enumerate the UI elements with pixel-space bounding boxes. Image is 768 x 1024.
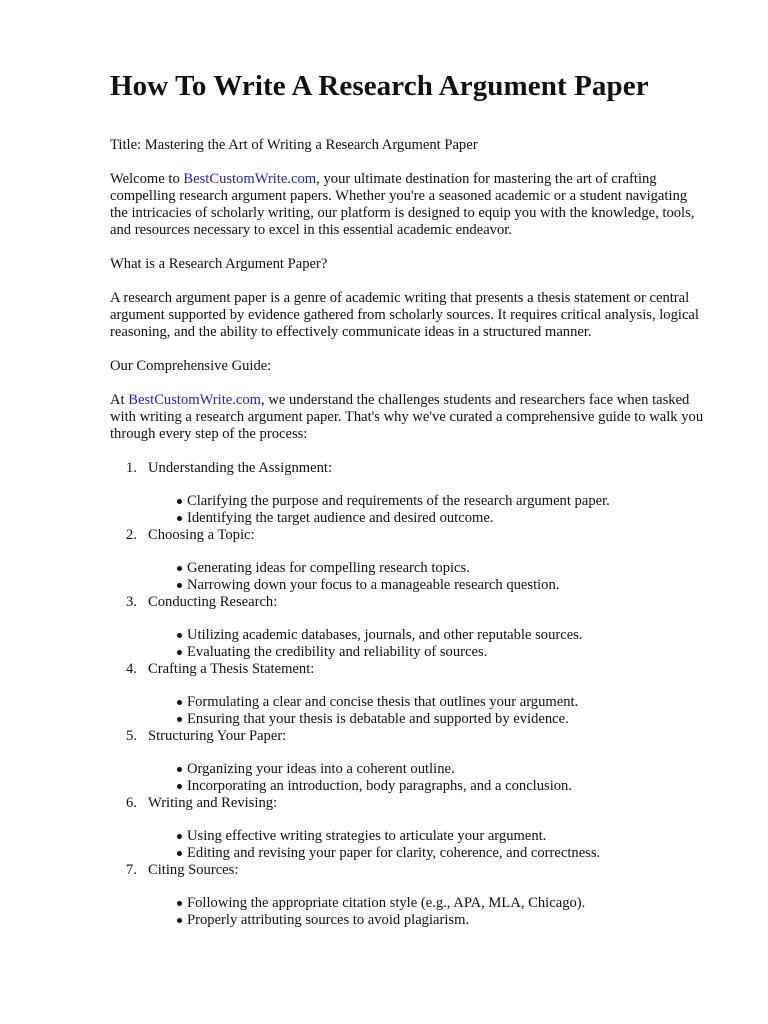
title-line: Title: Mastering the Art of Writing a Research Argument Paper [110,137,478,153]
step-item [110,728,708,795]
bullet-dot-icon [177,700,182,705]
guide-site-link[interactable]: BestCustomWrite.com [128,392,262,408]
bullet-item [176,510,708,527]
bullet-text: Using effective writing strategies to articulate your argument. [187,828,547,844]
bullet-text: Formulating a clear and concise thesis that outlines your argument. [187,694,579,710]
bullet-item [176,694,708,711]
step-title: Choosing a Topic: [148,527,255,543]
steps-list [110,460,708,929]
step-title: Understanding the Assignment: [148,460,333,476]
guide-intro-suffix: , we understand the challenges students and researchers face when tasked with writing a research argument paper. That's why we've curated a comprehensive guide to walk you through every step of the process: [110,392,704,442]
bullet-item [176,627,708,644]
bullet-dot-icon [177,784,182,789]
step-number: 7. [126,862,137,878]
bullet-text: Identifying the target audience and desired outcome. [187,510,494,526]
step-item [110,862,708,929]
step-title: Writing and Revising: [148,795,278,811]
step-number: 2. [126,527,137,543]
step-item [110,795,708,862]
guide-heading: Our Comprehensive Guide: [110,358,272,374]
bullet-dot-icon [177,499,182,504]
page-title: How To Write A Research Argument Paper [110,70,649,102]
bullet-item [176,711,708,728]
step-bullets [148,895,708,929]
bullet-dot-icon [177,767,182,772]
bullet-dot-icon [177,918,182,923]
bullet-text: Following the appropriate citation style (e.g., APA, MLA, Chicago). [187,895,586,911]
bullet-item [176,761,708,778]
step-title: Structuring Your Paper: [148,728,287,744]
step-bullets [148,627,708,661]
bullet-text: Narrowing down your focus to a manageable research question. [187,577,560,593]
bullet-text: Generating ideas for compelling research topics. [187,560,470,576]
bullet-dot-icon [177,901,182,906]
bullet-item [176,778,708,795]
step-number: 1. [126,460,137,476]
bullet-item [176,644,708,661]
step-number: 6. [126,795,137,811]
intro-prefix: Welcome to [110,171,184,187]
bullet-text: Editing and revising your paper for clarity, coherence, and correctness. [187,845,601,861]
guide-intro-paragraph [110,392,708,443]
step-number: 5. [126,728,137,744]
step-bullets [148,761,708,795]
intro-site-link[interactable]: BestCustomWrite.com [183,171,317,187]
step-number: 4. [126,661,137,677]
bullet-item [176,560,708,577]
bullet-dot-icon [177,851,182,856]
bullet-text: Clarifying the purpose and requirements of the research argument paper. [187,493,610,509]
step-title: Citing Sources: [148,862,239,878]
bullet-dot-icon [177,650,182,655]
bullet-item [176,493,708,510]
bullet-text: Ensuring that your thesis is debatable and supported by evidence. [187,711,569,727]
definition-paragraph: A research argument paper is a genre of academic writing that presents a thesis statement or central argument supported by evidence gathered from scholarly sources. It requires critical analysis, logical reasoning, and the ability to effectively communicate ideas in a structured manner. [110,290,699,340]
bullet-dot-icon [177,717,182,722]
step-item [110,527,708,594]
bullet-item [176,577,708,594]
step-item [110,661,708,728]
bullet-dot-icon [177,633,182,638]
intro-paragraph [110,171,708,239]
bullet-text: Incorporating an introduction, body paragraphs, and a conclusion. [187,778,573,794]
bullet-item [176,845,708,862]
bullet-item [176,912,708,929]
bullet-item [176,828,708,845]
bullet-text: Organizing your ideas into a coherent outline. [187,761,455,777]
bullet-dot-icon [177,566,182,571]
step-title: Crafting a Thesis Statement: [148,661,315,677]
bullet-dot-icon [177,516,182,521]
step-number: 3. [126,594,137,610]
step-item [110,594,708,661]
step-bullets [148,560,708,594]
bullet-text: Utilizing academic databases, journals, and other reputable sources. [187,627,583,643]
step-bullets [148,828,708,862]
step-title: Conducting Research: [148,594,278,610]
bullet-text: Properly attributing sources to avoid plagiarism. [187,912,470,928]
guide-intro-prefix: At [110,392,129,408]
bullet-dot-icon [177,583,182,588]
step-bullets [148,493,708,527]
bullet-item [176,895,708,912]
step-bullets [148,694,708,728]
intro-suffix: , your ultimate destination for mastering the art of crafting compelling research argument papers. Whether you're a seasoned academic or a student navigating the intricacies of scholarly writing, our platform is designed to equip you with the knowledge, tools, and resources necessary to excel in this essential academic endeavor. [110,171,695,238]
step-item [110,460,708,527]
bullet-dot-icon [177,834,182,839]
bullet-text: Evaluating the credibility and reliability of sources. [187,644,488,660]
question-heading: What is a Research Argument Paper? [110,256,328,272]
